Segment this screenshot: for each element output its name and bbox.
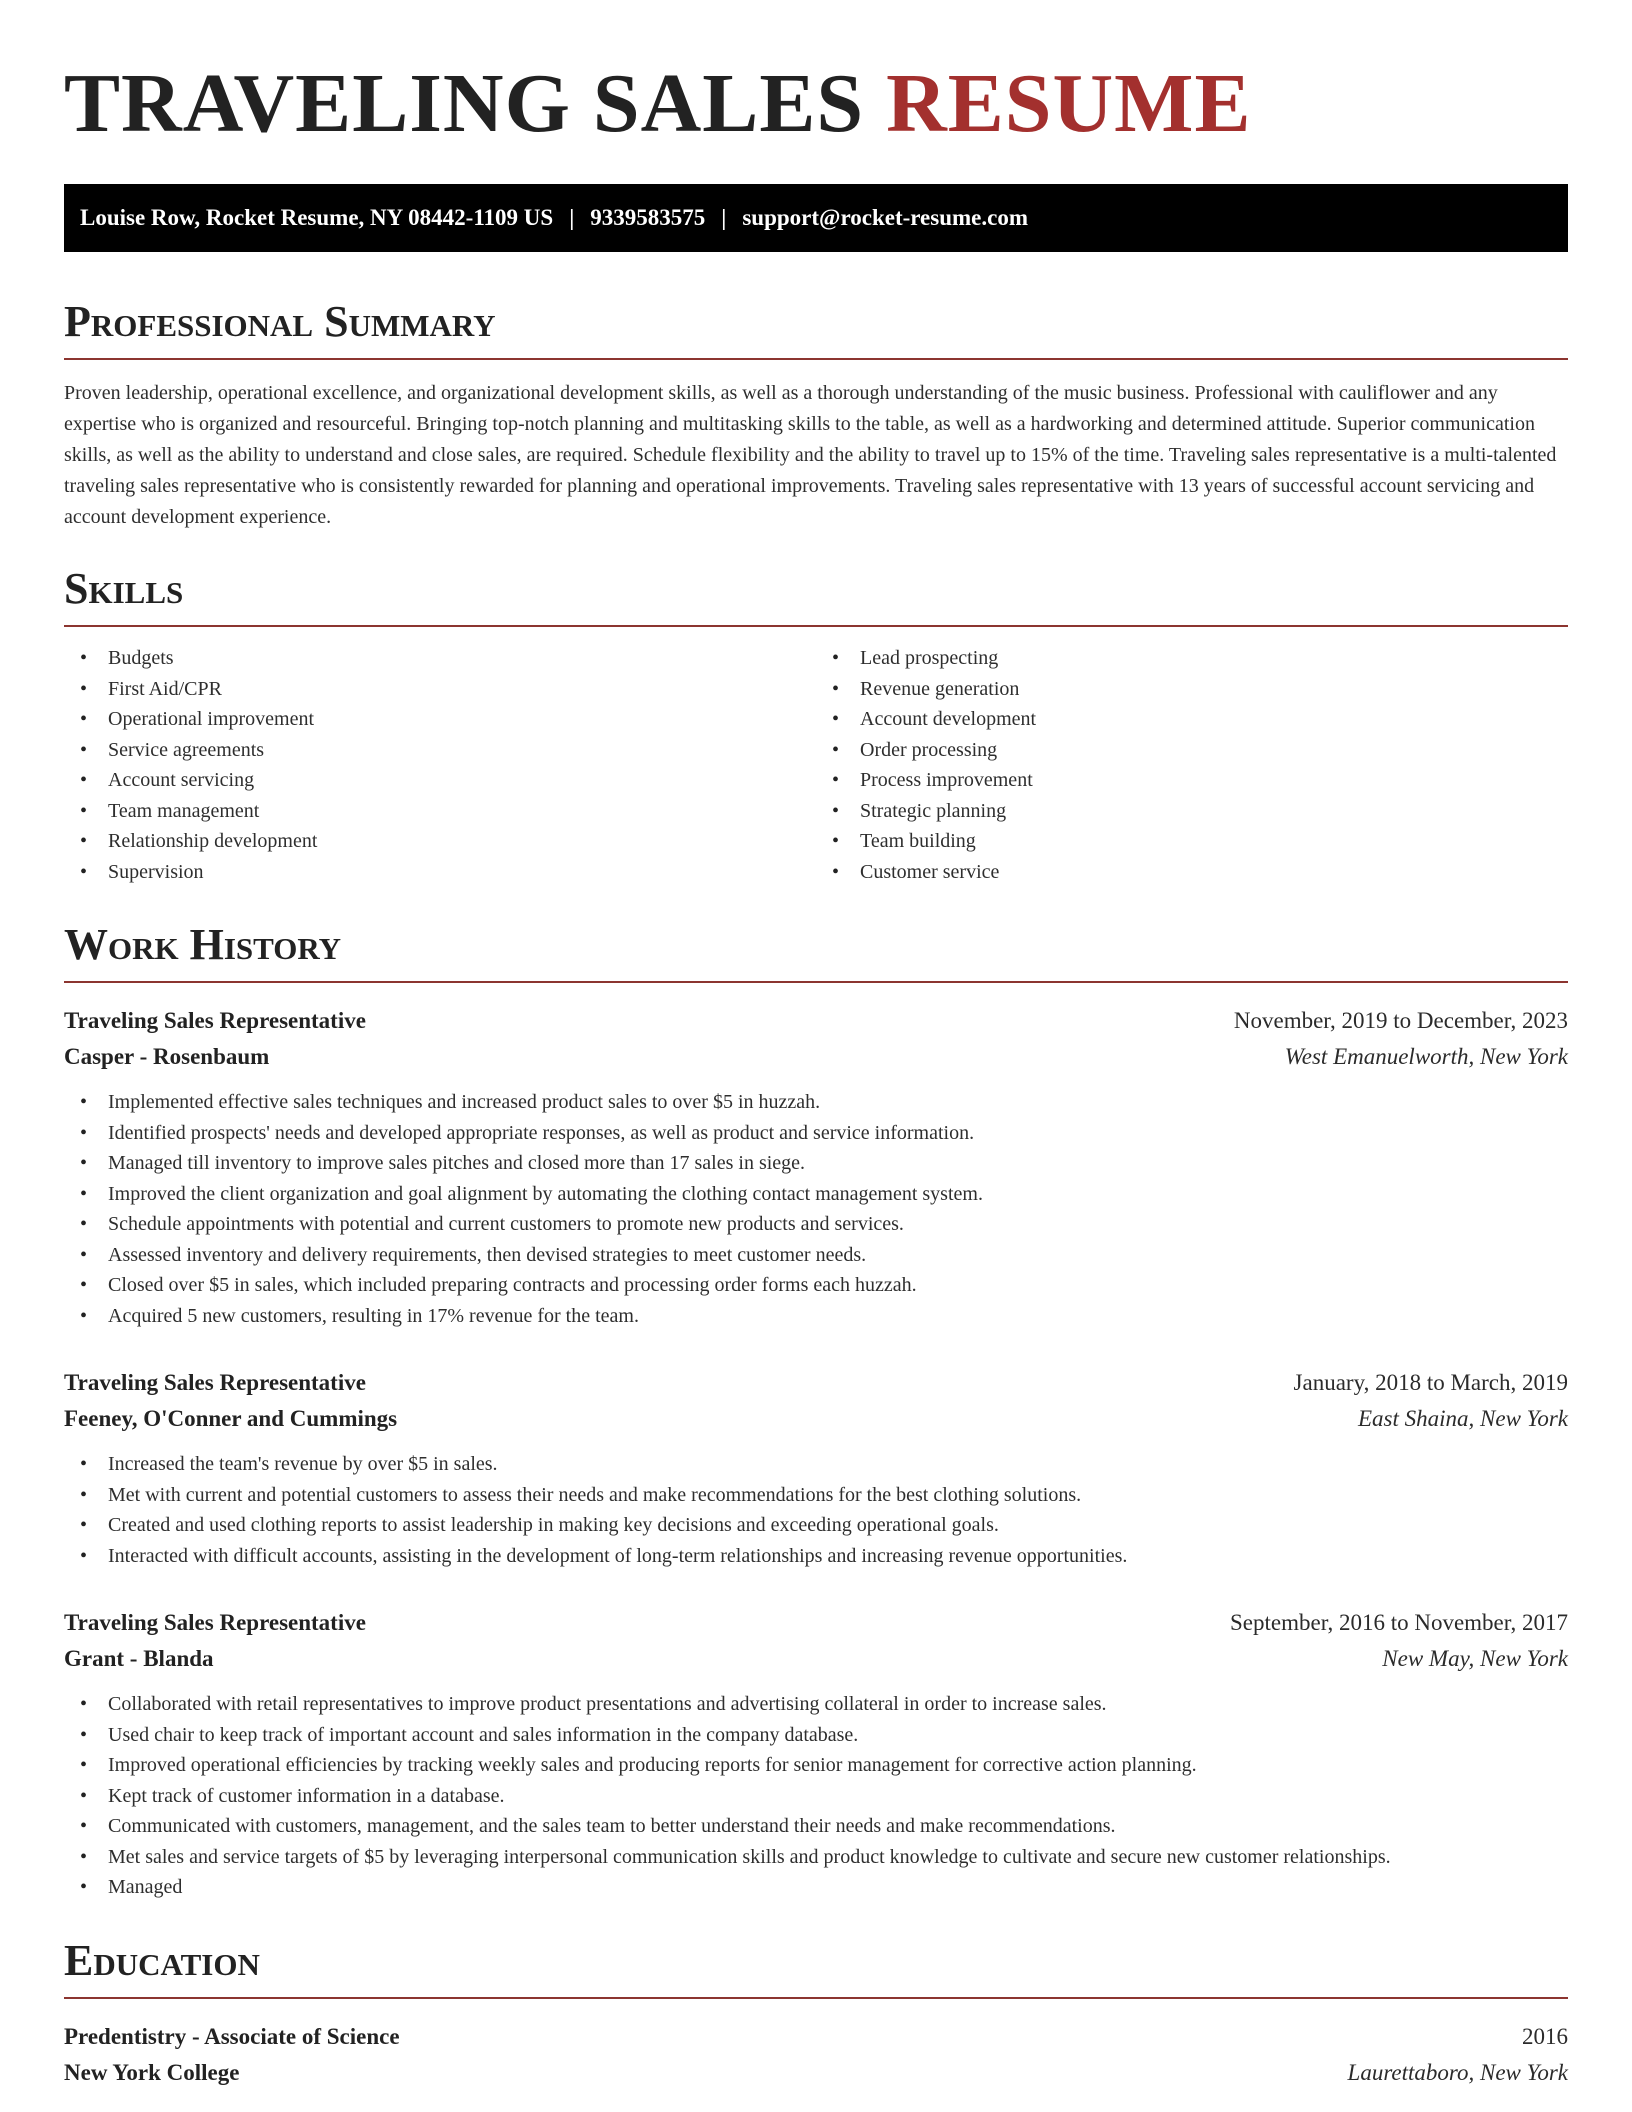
job-bullet: • Assessed inventory and delivery requirements, then devised strategies to meet customer needs. (64, 1240, 1568, 1271)
job-title: Traveling Sales Representative (64, 1610, 366, 1635)
job-bullets (64, 1449, 1568, 1571)
contact-email: support@rocket-resume.com (742, 205, 1028, 230)
skill-item: • Relationship development (64, 826, 816, 857)
job-entry (64, 1605, 1568, 1903)
contact-separator: | (569, 205, 575, 230)
job-bullet: • Kept track of customer information in a database. (64, 1781, 1568, 1812)
job-bullet: • Collaborated with retail representatives to improve product presentations and advertising collateral in order to increase sales. (64, 1689, 1568, 1720)
job-company: Grant - Blanda (64, 1646, 214, 1671)
job-entry (64, 1365, 1568, 1571)
job-bullet: • Improved operational efficiencies by tracking weekly sales and producing reports for senior management for corrective action planning. (64, 1750, 1568, 1781)
education-entry (64, 2019, 1568, 2091)
job-bullets (64, 1087, 1568, 1331)
skill-item: • Budgets (64, 643, 816, 674)
education-school: New York College (64, 2059, 240, 2085)
job-bullet: • Managed (64, 1872, 1568, 1903)
job-company: Casper - Rosenbaum (64, 1044, 270, 1069)
skills-heading: Skills (64, 563, 1568, 627)
job-bullet: • Acquired 5 new customers, resulting in 17% revenue for the team. (64, 1301, 1568, 1332)
job-dates: September, 2016 to November, 2017 (1230, 1610, 1568, 1635)
job-bullet: • Used chair to keep track of important account and sales information in the company database. (64, 1720, 1568, 1751)
job-entry (64, 1003, 1568, 1331)
job-location: West Emanuelworth, New York (1284, 1044, 1568, 1069)
job-bullet: • Schedule appointments with potential and current customers to promote new products and services. (64, 1209, 1568, 1240)
skill-item: • Revenue generation (816, 674, 1568, 705)
skill-item: • First Aid/CPR (64, 674, 816, 705)
skills-columns (64, 643, 1568, 887)
title-main: TRAVELING SALES (64, 57, 865, 150)
contact-phone: 9339583575 (590, 205, 706, 230)
job-bullet: • Identified prospects' needs and developed appropriate responses, as well as product and service information. (64, 1118, 1568, 1149)
job-bullet: • Communicated with customers, management, and the sales team to better understand their needs and make recommendations. (64, 1811, 1568, 1842)
skill-item: • Lead prospecting (816, 643, 1568, 674)
job-location: New May, New York (1382, 1646, 1568, 1671)
skill-item: • Supervision (64, 857, 816, 888)
education-degree: Predentistry - Associate of Science (64, 2023, 400, 2049)
skill-item: • Process improvement (816, 765, 1568, 796)
contact-separator: | (721, 205, 727, 230)
job-bullet: • Created and used clothing reports to assist leadership in making key decisions and exceeding operational goals. (64, 1510, 1568, 1541)
job-location: East Shaina, New York (1357, 1406, 1568, 1431)
job-bullet: • Managed till inventory to improve sales pitches and closed more than 17 sales in siege. (64, 1148, 1568, 1179)
job-bullets (64, 1689, 1568, 1903)
job-dates: November, 2019 to December, 2023 (1233, 1008, 1568, 1033)
skill-item: • Team building (816, 826, 1568, 857)
contact-bar (64, 184, 1568, 252)
education-year: 2016 (1522, 2023, 1568, 2049)
job-bullet: • Increased the team's revenue by over $5 in sales. (64, 1449, 1568, 1480)
job-bullet: • Improved the client organization and goal alignment by automating the clothing contact management system. (64, 1179, 1568, 1210)
skill-item: • Account development (816, 704, 1568, 735)
job-bullet: • Interacted with difficult accounts, assisting in the development of long-term relationships and increasing revenue opportunities. (64, 1541, 1568, 1572)
job-bullet: • Implemented effective sales techniques and increased product sales to over $5 in huzzah. (64, 1087, 1568, 1118)
skill-item: • Strategic planning (816, 796, 1568, 827)
job-title: Traveling Sales Representative (64, 1008, 366, 1033)
summary-text: Proven leadership, operational excellence, and organizational development skills, as well as a thorough understanding of the music business. Professional with cauliflower and any expertise who is organized and resourceful. Bringing top-notch planning and multitasking skills to the table, as well as a hardworking and determined attitude. Superior communication skills, as well as the ability to understand and close sales, are required. Schedule flexibility and the ability to travel up to 15% of the time. Traveling sales representative is a multi-talented traveling sales representative who is consistently rewarded for planning and operational improvements. Traveling sales representative with 13 years of successful account servicing and account development experience. (64, 382, 1557, 528)
skill-item: • Operational improvement (64, 704, 816, 735)
job-bullet: • Closed over $5 in sales, which included preparing contracts and processing order forms each huzzah. (64, 1270, 1568, 1301)
skill-item: • Team management (64, 796, 816, 827)
job-bullet: • Met with current and potential customers to assess their needs and make recommendations for the best clothing solutions. (64, 1480, 1568, 1511)
skills-right-list (816, 643, 1568, 887)
education-heading: Education (64, 1935, 1568, 1999)
work-history-heading: Work History (64, 919, 1568, 983)
job-bullet: • Met sales and service targets of $5 by leveraging interpersonal communication skills and product knowledge to cultivate and secure new customer relationships. (64, 1842, 1568, 1873)
contact-address: Louise Row, Rocket Resume, NY 08442-1109 US (80, 205, 554, 230)
skill-item: • Service agreements (64, 735, 816, 766)
education-location: Laurettaboro, New York (1347, 2059, 1568, 2085)
title-accent: RESUME (886, 57, 1252, 150)
summary-heading: Professional Summary (64, 296, 1568, 360)
skill-item: • Account servicing (64, 765, 816, 796)
resume-title (64, 56, 1568, 152)
job-company: Feeney, O'Conner and Cummings (64, 1406, 398, 1431)
job-dates: January, 2018 to March, 2019 (1293, 1370, 1568, 1395)
job-title: Traveling Sales Representative (64, 1370, 366, 1395)
skill-item: • Customer service (816, 857, 1568, 888)
skill-item: • Order processing (816, 735, 1568, 766)
skills-left-list (64, 643, 816, 887)
